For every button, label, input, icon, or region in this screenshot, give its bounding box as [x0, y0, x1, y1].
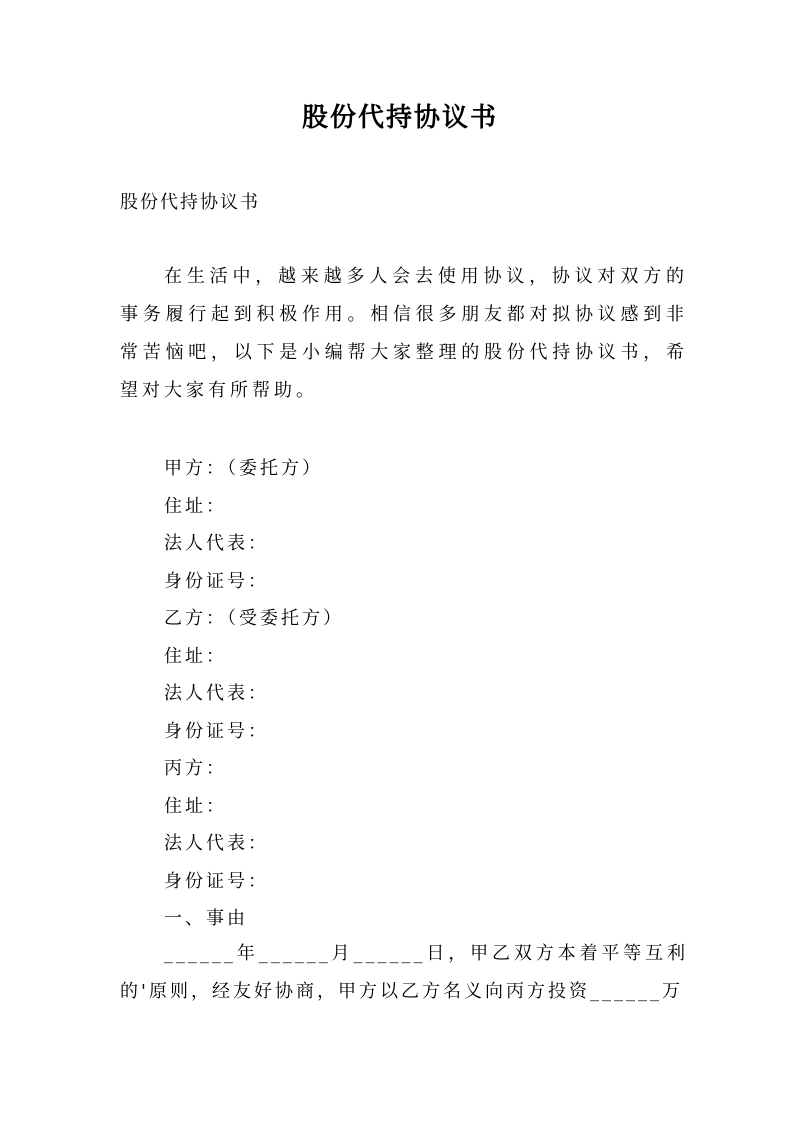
party-b-legal-rep: 法人代表：	[164, 683, 269, 704]
section-heading-1: 一、事由	[164, 908, 248, 929]
party-c-id-number: 身份证号：	[164, 870, 269, 892]
document-subtitle: 股份代持协议书	[120, 192, 260, 213]
intro-paragraph: 在生活中，越来越多人会去使用协议，协议对双方的事务履行起到积极作用。相信很多朋友都对拟协议感到非常苦恼吧，以下是小编帮大家整理的股份代持协议书，希望对大家有所帮助。	[120, 266, 688, 401]
clause-paragraph: ______年______月______日，甲乙双方本着平等互利的'原则，经友好协商，甲方以乙方名义向丙方投资______万	[120, 943, 688, 1002]
party-c-address: 住址：	[164, 795, 227, 817]
party-c-label: 丙方：	[164, 758, 227, 779]
party-a-id-number: 身份证号：	[164, 570, 269, 592]
party-b-label: 乙方：（受委托方）	[164, 608, 344, 629]
party-b-id-number: 身份证号：	[164, 720, 269, 742]
party-b-address: 住址：	[164, 645, 227, 667]
document-title: 股份代持协议书	[301, 103, 498, 133]
party-a-label: 甲方：（委托方）	[164, 458, 323, 479]
party-a-address: 住址：	[164, 495, 227, 517]
party-fields	[164, 450, 344, 938]
party-c-legal-rep: 法人代表：	[164, 833, 269, 854]
party-a-legal-rep: 法人代表：	[164, 533, 269, 554]
